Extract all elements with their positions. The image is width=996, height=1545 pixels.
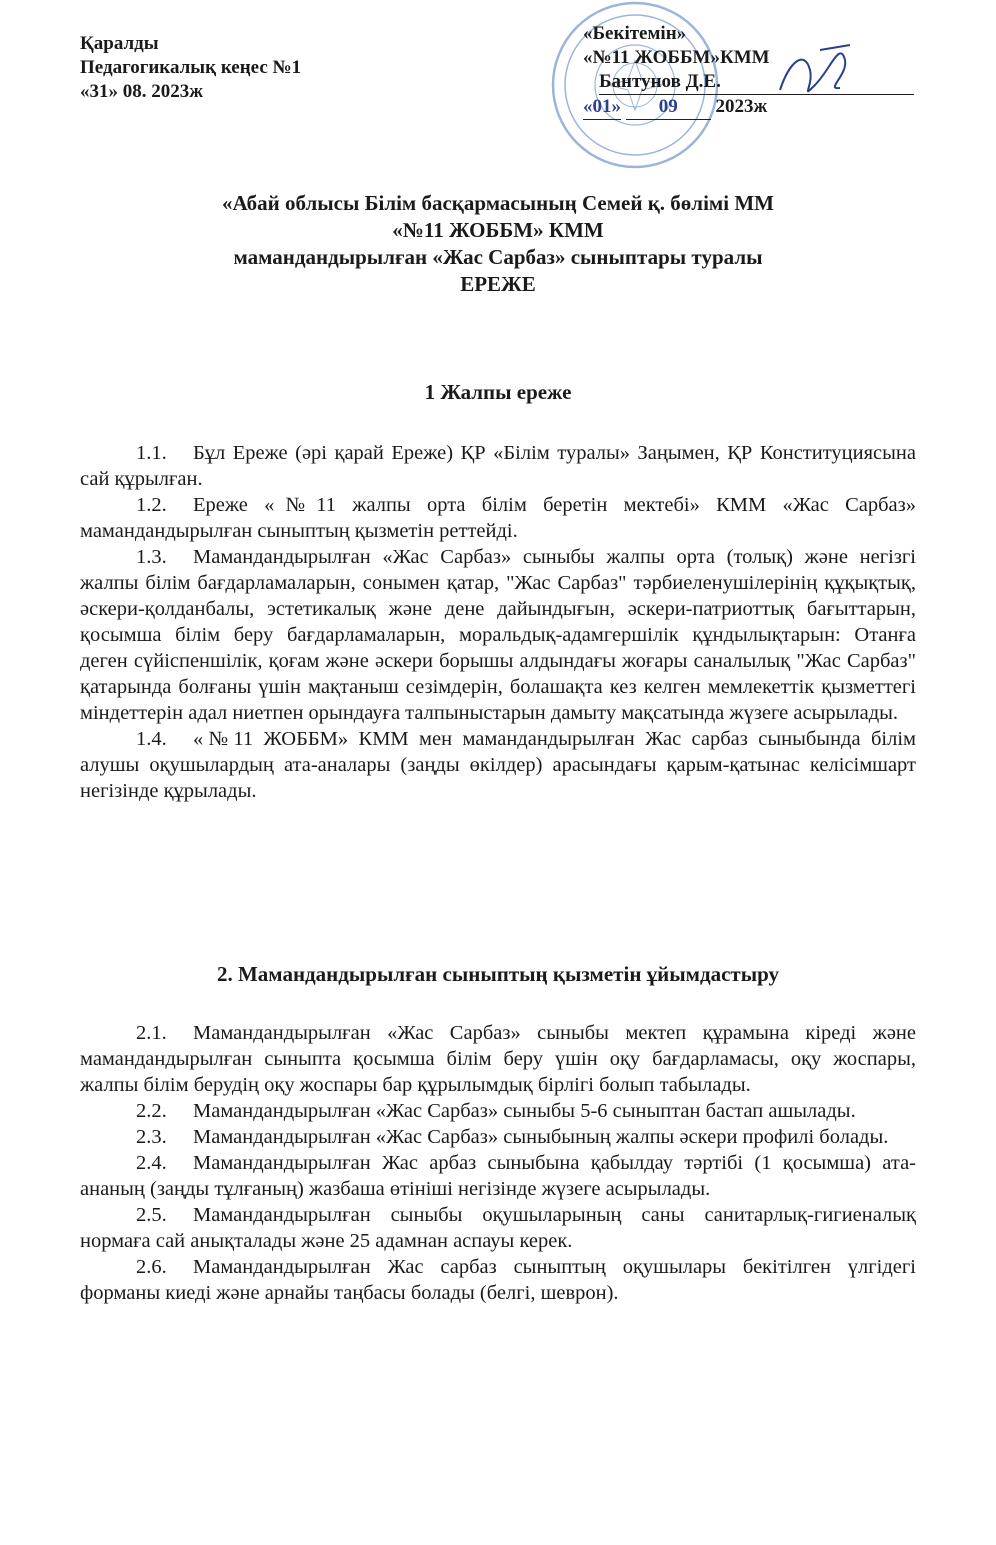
council-date: «31» 08. 2023ж <box>80 81 204 102</box>
section-1-heading: 1 Жалпы ереже <box>424 380 572 404</box>
approve-day: «01» <box>583 95 621 120</box>
title-line-2: «№11 ЖОББМ» КММ <box>392 218 604 242</box>
title-line-4: ЕРЕЖЕ <box>460 272 536 296</box>
approve-month: 09 <box>626 95 711 120</box>
clause-2-2: 2.2. Мамандандырылған «Жас Сарбаз» сыныбы 5-6 сыныптан бастап ашылады. <box>136 1100 856 1122</box>
section-2-body <box>80 1020 916 1306</box>
approval-note-left <box>80 32 301 104</box>
clause-2-3: 2.3. Мамандандырылған «Жас Сарбаз» сыныбының жалпы әскери профилі болады. <box>136 1126 889 1148</box>
clause-2-4: 2.4. Мамандандырылған Жас арбаз сыныбына қабылдау тәртібі (1 қосымша) ата-ананың (заңды тұлғаның) жазбаша өтініші негізінде жүзеге асырылады. <box>80 1152 916 1200</box>
approve-label: «Бекітемін» <box>583 23 687 44</box>
approve-year: 2023ж <box>715 96 768 117</box>
clause-1-3: 1.3. Мамандандырылған «Жас Сарбаз» сыныбы жалпы орта (толық) және негізгі жалпы білім бағдарламаларын, сонымен қатар, "Жас Сарбаз" тәрбиеленушілерінің құқықтық, әскери-қолданбалы, эстетикалық және дене дайындығын, әскери-патриоттық бағыттарын, қосымша білім беру бағдарламаларын, моральдық-адамгершілік құндылықтарын: Отанға деген сүйіспеншілік, қоғам және әскери борышы алдындағы жоғары саналылық "Жас Сарбаз" қатарында болғаны үшін мақтаныш сезімдерін, болашақта кез келген мемлекеттік қызметтегі міндеттерін адал ниетпен орындауға талпыныстарын дамыту мақсатында жүзеге асырылады. <box>80 546 916 724</box>
clause-2-6: 2.6. Мамандандырылған Жас сарбаз сыныптың оқушылары бекітілген үлгідегі форманы киеді және арнайы таңбасы болады (белгі, шеврон). <box>80 1256 916 1304</box>
section-2-heading: 2. Мамандандырылған сыныптың қызметін ұйымдастыру <box>216 962 780 986</box>
approval-note-right <box>583 22 914 120</box>
clause-2-5: 2.5. Мамандандырылған сыныбы оқушыларының саны санитарлық-гигиеналық нормаға сай анықталады және 25 адамнан аспауы керек. <box>80 1204 916 1252</box>
council-label: Педагогикалық кеңес №1 <box>80 57 302 78</box>
clause-1-4: 1.4. «№11 ЖОББМ» КММ мен мамандандырылған Жас сарбаз сыныбында білім алушы оқушылардың ата-аналары (заңды өкілдер) арасындағы қарым-қатынас келісімшарт негізінде құрылады. <box>80 728 916 802</box>
clause-1-2: 1.2. Ереже «№11 жалпы орта білім беретін мектебі» КММ «Жас Сарбаз» мамандандырылған сыныптың қызметін реттейді. <box>80 494 916 542</box>
section-1-body <box>80 440 916 804</box>
clause-1-1: 1.1. Бұл Ереже (әрі қарай Ереже) ҚР «Білім туралы» Заңымен, ҚР Конституциясына сай құрылған. <box>80 442 916 490</box>
director-name: Бантунов Д.Е. <box>599 70 914 95</box>
title-line-3: мамандандырылған «Жас Сарбаз» сыныптары туралы <box>233 245 763 269</box>
document-title <box>80 190 916 298</box>
clause-2-1: 2.1. Мамандандырылған «Жас Сарбаз» сыныбы мектеп құрамына кіреді және мамандандырылған сыныпта қосымша білім беру үшін оқу бағдарламасы, оқу жоспары, жалпы білім берудің оқу жоспары бар құрылымдық бірлігі болып табылады. <box>80 1022 916 1096</box>
title-line-1: «Абай облысы Білім басқармасының Семей қ. бөлімі ММ <box>222 191 774 215</box>
considered-label: Қаралды <box>80 33 159 54</box>
school-label: «№11 ЖОББМ»КММ <box>583 47 770 68</box>
